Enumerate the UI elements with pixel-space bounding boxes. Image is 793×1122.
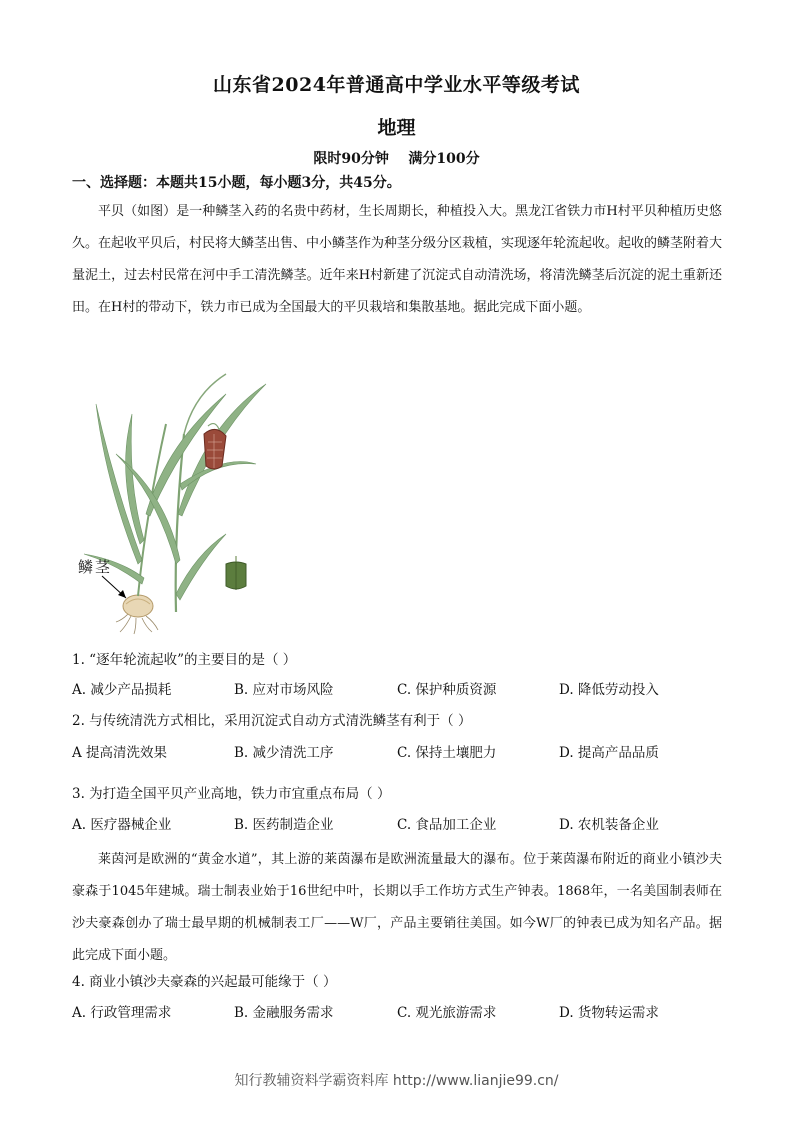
- exam-title: 山东省2024年普通高中学业水平等级考试: [213, 74, 580, 96]
- q4-option-d[interactable]: D. 货物转运需求: [559, 1005, 659, 1021]
- q4-option-a[interactable]: A. 行政管理需求: [72, 1005, 172, 1021]
- passage-schaffhausen: 莱茵河是欧洲的“黄金水道”，其上游的莱茵瀑布是欧洲流量最大的瀑布。位于莱茵瀑布附近的商业小镇沙夫豪森于1045年建城。瑞士制表业始于16世纪中叶，长期以手工作坊方式生产钟表。1868年，一名美国制表师在沙夫豪森创办了瑞士最早期的机械制表工厂——W厂，产品主要销往美国。如今W厂的钟表已成为知名产品。据此完成下面小题。: [72, 852, 722, 963]
- q1-option-a[interactable]: A. 减少产品损耗: [72, 682, 172, 698]
- plant-drawing: [76, 364, 276, 644]
- figure-label: 鳞茎: [78, 558, 113, 576]
- q2-option-b[interactable]: B. 减少清洗工序: [234, 745, 334, 761]
- passage-pingbei: 平贝（如图）是一种鳞茎入药的名贵中药材，生长周期长，种植投入大。黑龙江省铁力市H村平贝种植历史悠久。在起收平贝后，村民将大鳞茎出售、中小鳞茎作为种茎分级分区栽植，实现逐年轮流起收。起收的鳞茎附着大量泥土，过去村民常在河中手工清洗鳞茎。近年来H村新建了沉淀式自动清洗场，将清洗鳞茎后沉淀的泥土重新还田。在H村的带动下，铁力市已成为全国最大的平贝栽培和集散基地。据此完成下面小题。: [72, 204, 723, 315]
- q4-option-b[interactable]: B. 金融服务需求: [234, 1005, 334, 1021]
- question-2-stem: 2. 与传统清洗方式相比，采用沉淀式自动方式清洗鳞茎有利于（ ）: [72, 713, 472, 729]
- q1-option-d[interactable]: D. 降低劳动投入: [559, 682, 659, 698]
- q3-option-b[interactable]: B. 医药制造企业: [234, 817, 334, 833]
- q4-option-c[interactable]: C. 观光旅游需求: [397, 1005, 497, 1021]
- q2-option-d[interactable]: D. 提高产品品质: [559, 745, 659, 761]
- q2-option-c[interactable]: C. 保持土壤肥力: [397, 745, 497, 761]
- q2-option-a[interactable]: A 提高清洗效果: [72, 745, 168, 761]
- q1-option-b[interactable]: B. 应对市场风险: [234, 682, 334, 698]
- question-4-stem: 4. 商业小镇沙夫豪森的兴起最可能缘于（ ）: [72, 974, 337, 990]
- section-heading: 一、选择题：本题共15小题，每小题3分，共45分。: [72, 175, 401, 191]
- q3-option-c[interactable]: C. 食品加工企业: [397, 817, 497, 833]
- footer-watermark-text: 知行教辅资料学霸资料库 http://www.lianjie99.cn/: [234, 1073, 559, 1089]
- subject-title: 地理: [377, 117, 416, 139]
- exam-info: 限时90分钟 满分100分: [313, 151, 480, 167]
- q3-option-d[interactable]: D. 农机装备企业: [559, 817, 659, 833]
- q1-option-c[interactable]: C. 保护种质资源: [397, 682, 497, 698]
- q3-option-a[interactable]: A. 医疗器械企业: [72, 817, 172, 833]
- question-3-stem: 3. 为打造全国平贝产业高地，铁力市宜重点布局（ ）: [72, 786, 391, 802]
- question-1-stem: 1. “逐年轮流起收”的主要目的是（ ）: [72, 652, 297, 668]
- pingbei-plant-illustration: [76, 364, 276, 644]
